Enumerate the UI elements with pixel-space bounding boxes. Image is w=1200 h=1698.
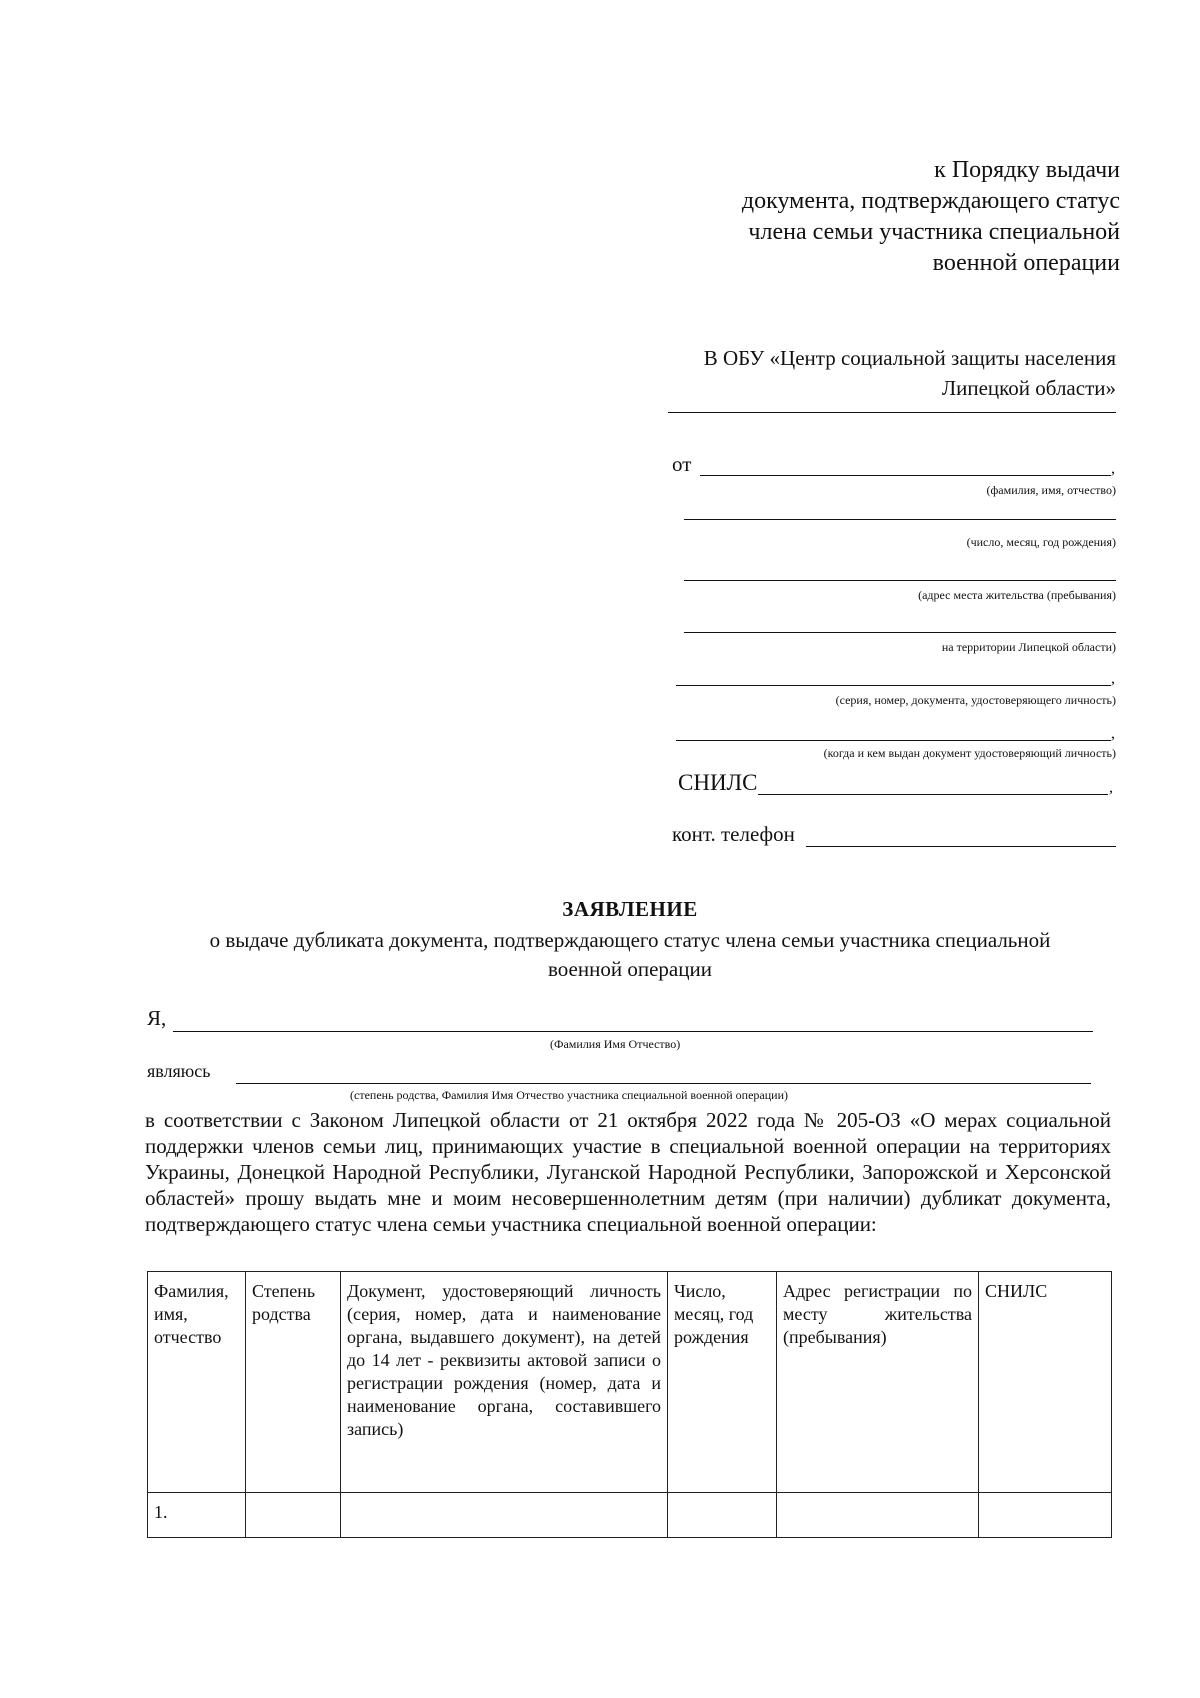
snils-label: СНИЛС <box>678 770 758 795</box>
table-cell-number: 1. <box>148 1493 246 1538</box>
relation-field-line[interactable] <box>236 1083 1091 1084</box>
comma: , <box>1111 670 1115 687</box>
document-subtitle: о выдаче дубликата документа, подтверждающего статус члена семьи участника специальной военной операции <box>209 928 1051 981</box>
name-caption: (фамилия, имя, отчество) <box>986 483 1116 497</box>
comma: , <box>1109 779 1113 796</box>
name-field-line[interactable] <box>700 475 1111 476</box>
table-cell[interactable] <box>668 1493 777 1538</box>
addressee-block <box>668 343 1116 403</box>
phone-label: конт. телефон <box>672 822 795 846</box>
header-line: члена семьи участника специальной <box>748 219 1120 245</box>
id-document-field-line[interactable] <box>676 685 1111 686</box>
document-title: ЗАЯВЛЕНИЕ <box>562 897 698 921</box>
comma: , <box>1111 460 1115 477</box>
addressee-line-1: В ОБУ «Центр социальной защиты населения <box>703 346 1116 370</box>
declarant-name-caption: (Фамилия Имя Отчество) <box>550 1037 681 1051</box>
i-label: Я, <box>147 1006 167 1030</box>
phone-field-line[interactable] <box>806 846 1116 847</box>
header-cell-snils: СНИЛС <box>979 1272 1112 1493</box>
address-field-line[interactable] <box>684 580 1116 581</box>
header-line: военной операции <box>932 250 1120 276</box>
table-cell[interactable] <box>777 1493 979 1538</box>
body-paragraph: в соответствии с Законом Липецкой области от 21 октября 2022 года № 205-ОЗ «О мерах социальной поддержки членов семьи лиц, принимающих участие в специальной военной операции на территориях Украины, Донецкой Народной Республики, Луганской Народной Республики, Запорожской и Херсонской областей» прошу выдать мне и моим несовершеннолетним детям (при наличии) дубликат документа, подтверждающего статус члена семьи участника специальной военной операции: <box>145 1108 1111 1236</box>
from-label: от <box>672 452 692 476</box>
addressee-line-2: Липецкой области» <box>941 376 1116 400</box>
declarant-name-field-line[interactable] <box>173 1031 1093 1032</box>
territory-caption: на территории Липецкой области) <box>941 640 1116 654</box>
comma: , <box>1111 725 1115 742</box>
header-cell-full-name: Фамилия, имя, отчество <box>148 1272 246 1493</box>
territory-field-line[interactable] <box>684 632 1116 633</box>
header-cell-relation: Степень родства <box>246 1272 341 1493</box>
snils-field-line[interactable] <box>758 794 1108 795</box>
table-row <box>148 1493 1112 1538</box>
header-cell-id-document: Документ, удостоверяющий личность (серия, номер, дата и наименование органа, выдавшего документ), на детей до 14 лет - реквизиты актовой записи о регистрации рождения (номер, дата и наименование органа, составившего запись) <box>341 1272 668 1493</box>
table-header-row <box>148 1272 1112 1493</box>
table-cell[interactable] <box>246 1493 341 1538</box>
header-cell-birthdate: Число, месяц, год рождения <box>668 1272 777 1493</box>
header-line: к Порядку выдачи <box>934 157 1120 183</box>
table-cell[interactable] <box>979 1493 1112 1538</box>
being-label: являюсь <box>147 1061 211 1081</box>
family-members-table <box>147 1271 1112 1538</box>
id-document-caption: (серия, номер, документа, удостоверяющего личность) <box>835 693 1116 707</box>
birthdate-caption: (число, месяц, год рождения) <box>966 535 1116 549</box>
relation-caption: (степень родства, Фамилия Имя Отчество участника специальной военной операции) <box>350 1088 789 1102</box>
header-cell-address: Адрес регистрации по месту жительства (пребывания) <box>777 1272 979 1493</box>
table-cell[interactable] <box>341 1493 668 1538</box>
header-line: документа, подтверждающего статус <box>741 188 1120 214</box>
address-caption: (адрес места жительства (пребывания) <box>918 588 1116 602</box>
issued-caption: (когда и кем выдан документ удостоверяющий личность) <box>823 746 1116 760</box>
issued-field-line[interactable] <box>676 740 1111 741</box>
birthdate-field-line[interactable] <box>684 519 1116 520</box>
header-block <box>660 155 1120 279</box>
addressee-underline <box>668 412 1116 413</box>
